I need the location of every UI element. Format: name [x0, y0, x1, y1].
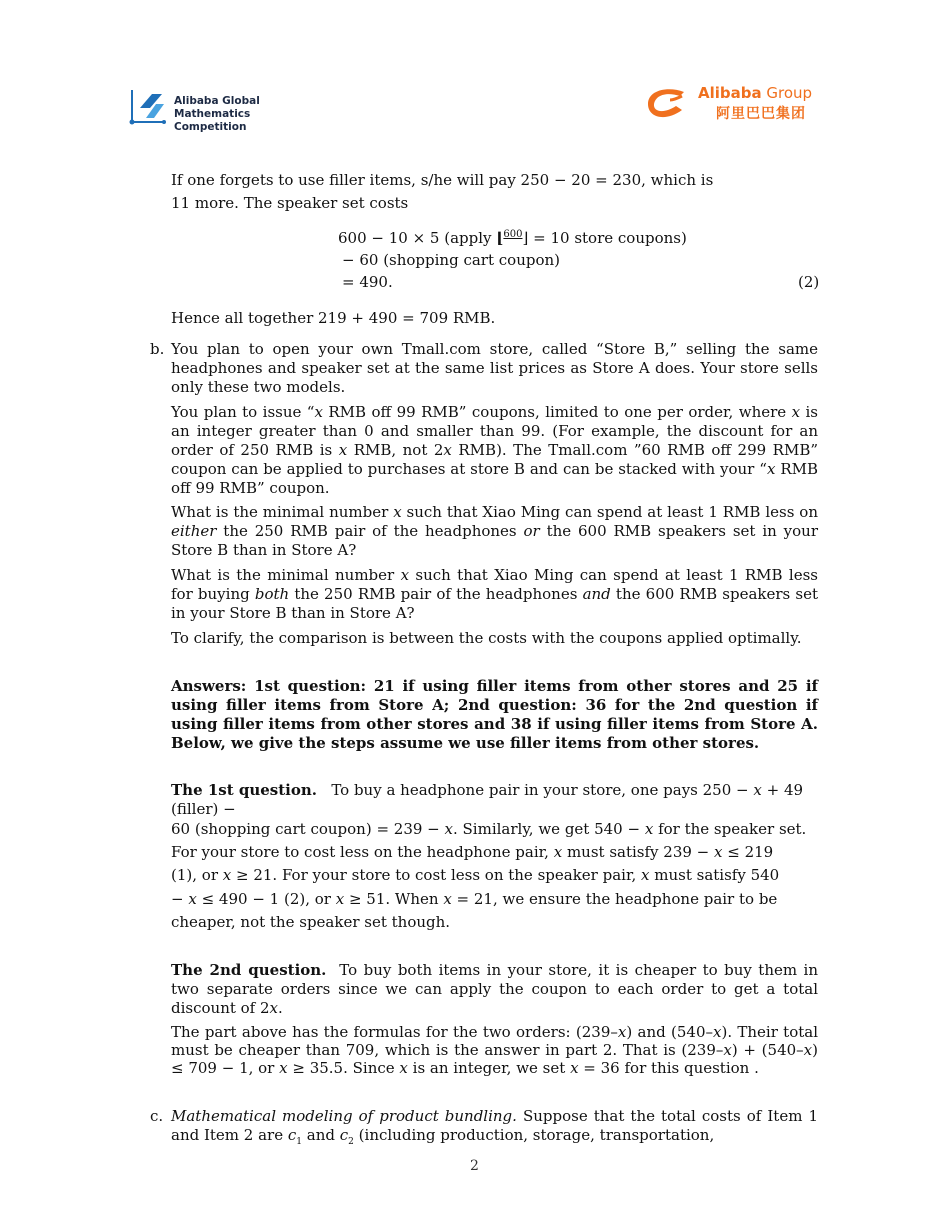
text-line: Hence all together 219 + 490 = 709 RMB.	[171, 309, 496, 327]
text-line: 60 (shopping cart coupon) = 239 − x. Similarly, we get 540 − x for the speaker set.	[171, 820, 807, 838]
page-number: 2	[470, 1158, 479, 1174]
logo-right-cn: 阿里巴巴集团	[716, 106, 806, 122]
equation-line: 600 − 10 × 5 (apply ⌊600⌋ = 10 store coupons)	[338, 229, 687, 250]
item-label: b.	[150, 340, 165, 358]
fraction: 600	[503, 229, 523, 240]
alibaba-smile-icon	[640, 82, 698, 124]
alibaba-global-math-logo	[128, 88, 318, 133]
text-line: To clarify, the comparison is between the costs with the coupons applied optimally.	[171, 629, 802, 647]
paragraph: You plan to open your own Tmall.com store, called “Store B,” selling the same headphones and speaker set at the same list prices as Store A does. Your store sells only these two models.	[171, 340, 818, 396]
text-line: The 1st question. To buy a headphone pair in your store, one pays 250 − x + 49	[171, 781, 804, 799]
math-competition-logo-icon	[128, 88, 172, 128]
equation-line: − 60 (shopping cart coupon)	[342, 251, 561, 269]
text-line: (1), or x ≥ 21. For your store to cost less on the speaker pair, x must satisfy 540	[171, 866, 780, 884]
alibaba-group-logo	[640, 82, 830, 124]
equation-number: (2)	[798, 273, 820, 291]
answers-paragraph: Answers: 1st question: 21 if using filler items from other stores and 25 if using filler items from Store A; 2nd question: 36 for the 2nd question if using filler items from other stores and 38 if using filler items from Store A. Below, we give the steps assume we use filler items from other stores.	[171, 677, 818, 752]
paragraph: You plan to issue “x RMB off 99 RMB” coupons, limited to one per order, where x is an integer greater than 0 and smaller than 99. (For example, the discount for an order of 250 RMB is x RMB, not 2x RMB). The Tmall.com ”60 RMB off 299 RMB” coupon can be applied to purchases at store B and can be stacked with your “x RMB off 99 RMB” coupon.	[171, 403, 819, 497]
item-label: c.	[150, 1107, 164, 1125]
paragraph: What is the minimal number x such that Xiao Ming can spend at least 1 RMB less on either the 250 RMB pair of the headphones or the 600 RMB speakers set in your Store B than in Store A?	[171, 503, 818, 559]
logo-left-text: Alibaba Global Mathematics Competition	[174, 95, 260, 133]
paragraph: The part above has the formulas for the two orders: (239–x) and (540–x). Their total must be cheaper than 709, which is the answer in part 2. That is (239–x) + (540–x) ≤ 709 − 1, or x ≥ 35.5. Since x is an integer, we set x = 36 for this question .	[171, 1023, 819, 1077]
text-line: For your store to cost less on the headphone pair, x must satisfy 239 − x ≤ 219	[171, 843, 774, 861]
text-line: cheaper, not the speaker set though.	[171, 913, 451, 931]
text-line: − x ≤ 490 − 1 (2), or x ≥ 51. When x = 21, we ensure the headphone pair to be	[171, 890, 778, 908]
paragraph: What is the minimal number x such that Xiao Ming can spend at least 1 RMB less for buying both the 250 RMB pair of the headphones and the 600 RMB speakers set in your Store B than in Store A?	[171, 566, 818, 622]
paragraph: The 2nd question. To buy both items in your store, it is cheaper to buy them in two separate orders since we can apply the coupon to each order to get a total discount of 2x.	[171, 961, 818, 1017]
equation-line: = 490.	[342, 273, 393, 291]
text-line: 11 more. The speaker set costs	[171, 194, 409, 212]
text-line: If one forgets to use filler items, s/he will pay 250 − 20 = 230, which is	[171, 171, 714, 189]
logo-right-en: Alibaba Group	[698, 84, 813, 102]
text-line: (filler) −	[171, 800, 236, 818]
paragraph: Mathematical modeling of product bundling. Suppose that the total costs of Item 1 and Item 2 are $c_1$ and $c_2$ (including production, storage, transportation,	[171, 1107, 818, 1147]
